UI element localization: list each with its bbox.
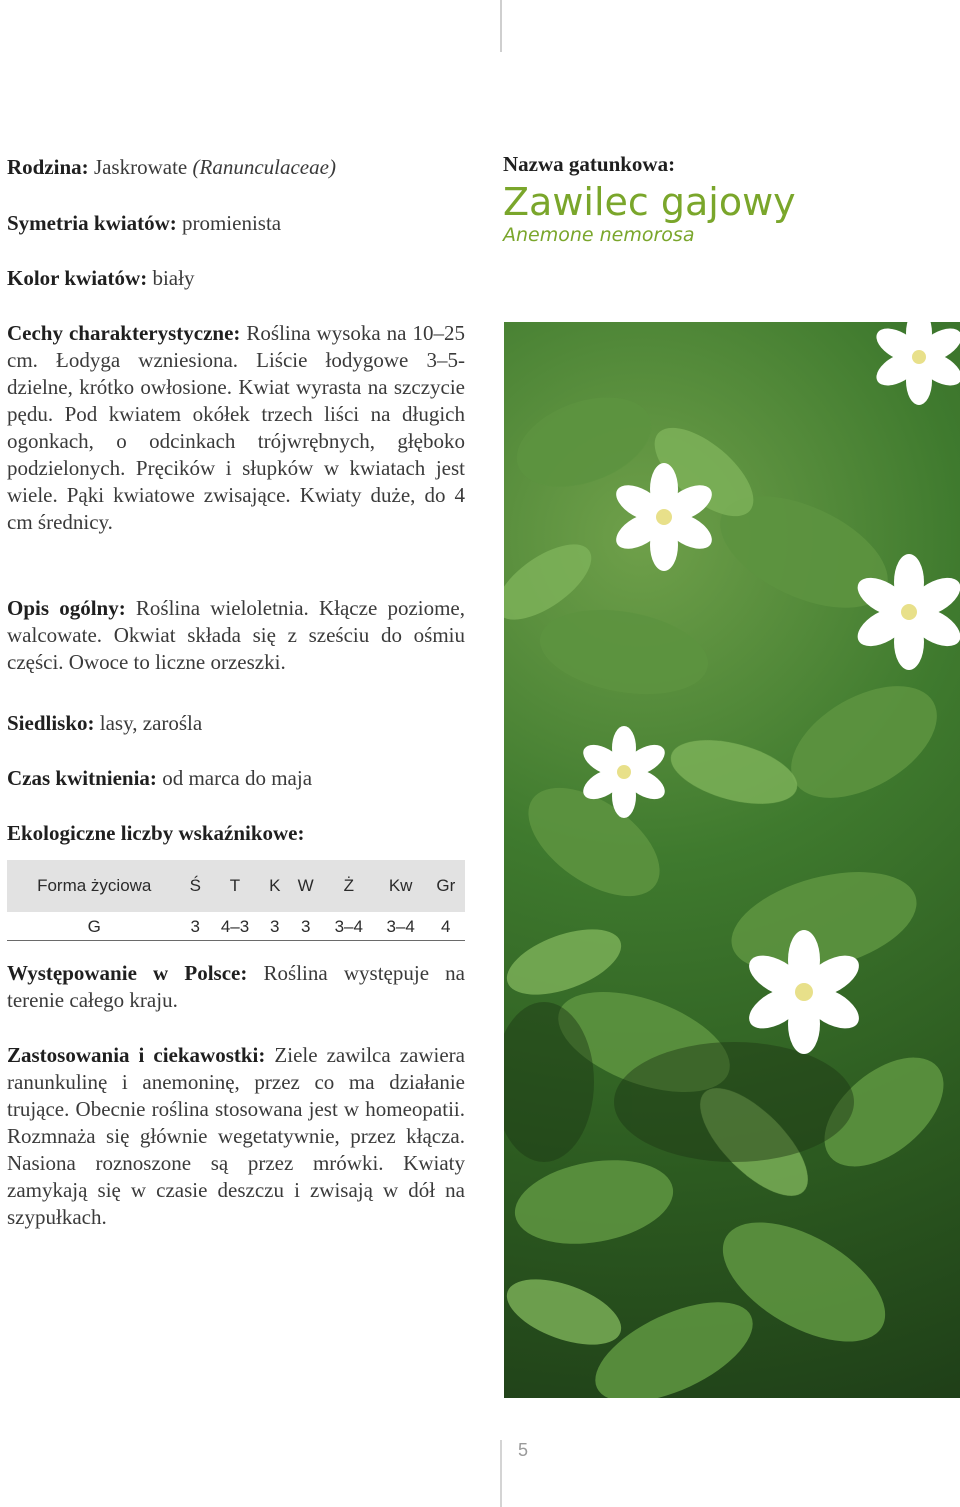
- eco-value-cell: 3: [289, 912, 323, 941]
- opis-label: Opis ogólny:: [7, 596, 126, 620]
- wystepowanie-value: Roślina występuje na terenie całego kraju.: [7, 961, 466, 1012]
- rodzina-line: [7, 154, 336, 181]
- rodzina-latin: (Ranunculaceae): [192, 155, 336, 179]
- eco-header-cell: K: [261, 860, 289, 912]
- eco-header-cell: Gr: [427, 860, 465, 912]
- siedlisko-value: lasy, zarośla: [99, 711, 203, 735]
- eco-value-cell: 4–3: [209, 912, 261, 941]
- eko-heading: [7, 820, 305, 847]
- symetria-value: promienista: [181, 211, 282, 235]
- eco-value-cell: 4: [427, 912, 465, 941]
- kolor-label: Kolor kwiatów:: [7, 266, 148, 290]
- eco-header-cell: T: [209, 860, 261, 912]
- species-header: [503, 150, 943, 246]
- zastosowania-paragraph: [7, 1042, 465, 1231]
- eco-value-cell: 3–4: [375, 912, 427, 941]
- eco-header-row: [7, 860, 465, 912]
- wystepowanie-label: Występowanie w Polsce:: [7, 961, 248, 985]
- eco-indicator-table: [7, 860, 465, 941]
- zastosowania-value: Ziele zawilca zawiera ranunkulinę i anemoninę, przez co ma działanie trujące. Obecnie roślina stosowana jest w homeopatii. Rozmnaża się głównie wegetatywnie, przez kłącza. Nasiona roznoszone są przez mrówki. Kwiaty zamykają się w czasie deszczu i zwisają w dół na szypułkach.: [7, 1043, 465, 1229]
- eco-value-cell: 3: [181, 912, 209, 941]
- kolor-line: [7, 265, 194, 292]
- symetria-line: [7, 210, 281, 237]
- eco-header-cell: Ś: [181, 860, 209, 912]
- eco-value-cell: 3: [261, 912, 289, 941]
- species-name-label: Nazwa gatunkowa:: [503, 152, 676, 176]
- eco-header-cell: Forma życiowa: [7, 860, 181, 912]
- rodzina-label: Rodzina:: [7, 155, 89, 179]
- top-divider: [500, 0, 502, 52]
- cechy-label: Cechy charakterystyczne:: [7, 321, 241, 345]
- eco-header-cell: Ż: [323, 860, 375, 912]
- species-latin-name: Anemone nemorosa: [503, 224, 695, 246]
- symetria-label: Symetria kwiatów:: [7, 211, 177, 235]
- czas-value: od marca do maja: [162, 766, 313, 790]
- opis-value: Roślina wieloletnia. Kłącze poziome, walcowate. Okwiat składa się z sześciu do ośmiu części. Owoce to liczne orzeszki.: [7, 596, 466, 674]
- eco-value-cell: 3–4: [323, 912, 375, 941]
- czas-line: [7, 765, 312, 792]
- anemone-photo-illustration: [504, 322, 960, 1398]
- kolor-value: biały: [152, 266, 195, 290]
- bottom-divider: [500, 1440, 502, 1507]
- rodzina-value: Jaskrowate: [93, 155, 188, 179]
- plant-photo: [504, 322, 960, 1398]
- eco-value-row: [7, 912, 465, 941]
- czas-label: Czas kwitnienia:: [7, 766, 157, 790]
- eko-label: Ekologiczne liczby wskaźnikowe:: [7, 821, 305, 845]
- eco-value-cell: G: [7, 912, 181, 941]
- wystepowanie-paragraph: [7, 960, 465, 1014]
- siedlisko-line: [7, 710, 202, 737]
- species-title: Zawilec gajowy: [503, 180, 796, 224]
- cechy-paragraph: [7, 320, 465, 536]
- zastosowania-label: Zastosowania i ciekawostki:: [7, 1043, 266, 1067]
- siedlisko-label: Siedlisko:: [7, 711, 95, 735]
- eco-header-cell: Kw: [375, 860, 427, 912]
- opis-paragraph: [7, 595, 465, 676]
- page-number: 5: [518, 1440, 529, 1460]
- cechy-value: Roślina wysoka na 10–25 cm. Łodyga wzniesiona. Liście łodygowe 3–5-dzielne, krótko owłosione. Kwiat wyrasta na szczycie pędu. Pod kwiatem okółek trzech liści na długich ogonkach, o odcinkach trójwrębnych, głęboko podzielonych. Pręcików i słupków w kwiatach jest wiele. Pąki kwiatowe zwisające. Kwiaty duże, do 4 cm średnicy.: [7, 321, 465, 534]
- eco-header-cell: W: [289, 860, 323, 912]
